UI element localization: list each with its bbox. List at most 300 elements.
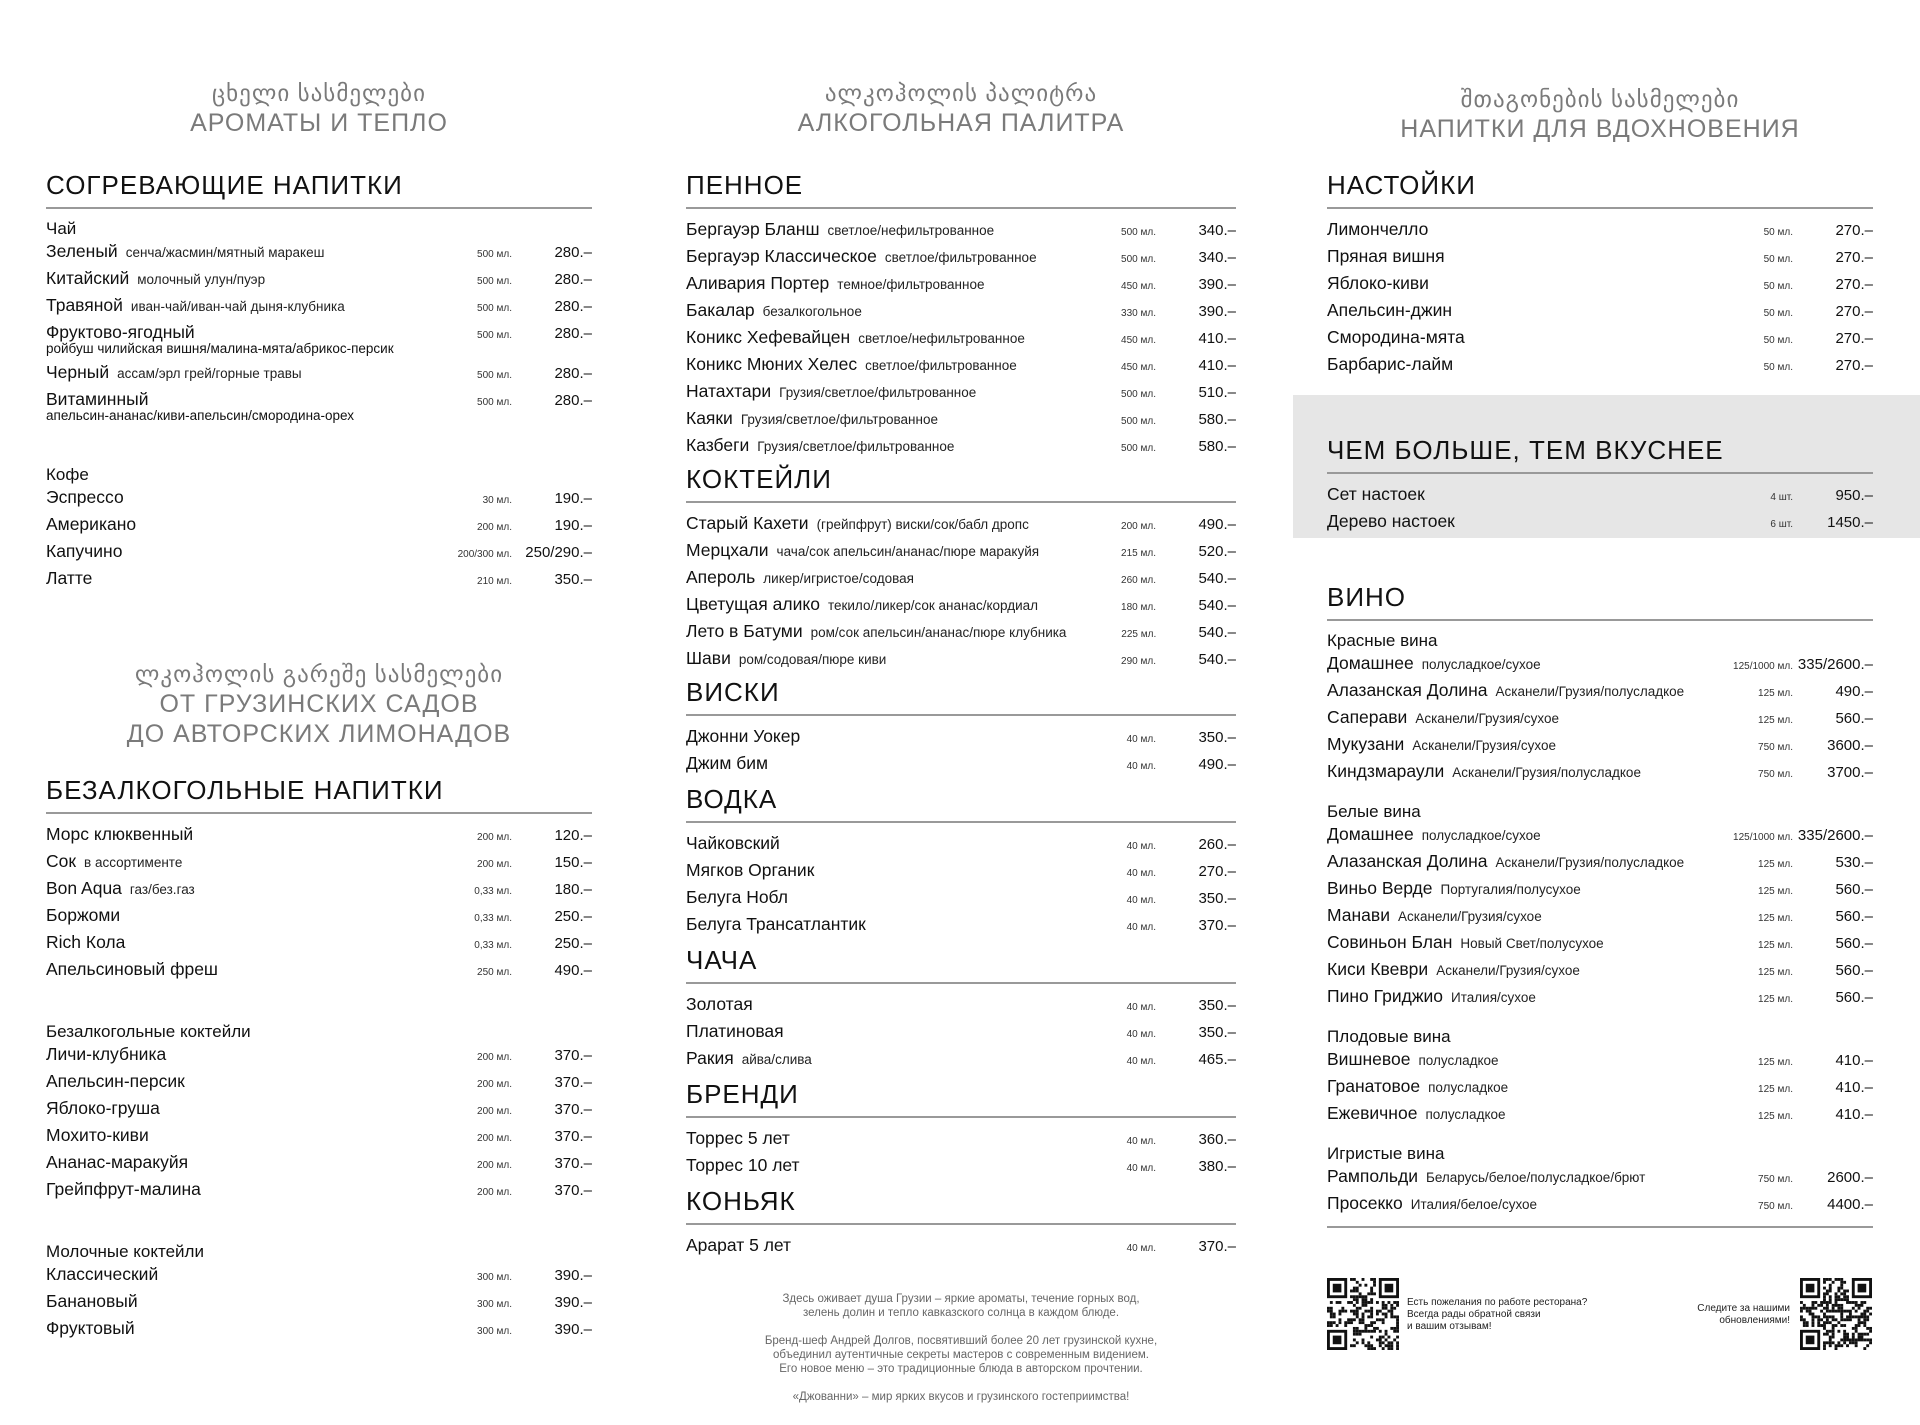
footer-line: Бренд-шеф Андрей Долгов, посвятивший более 20 лет грузинской кухне, xyxy=(764,1335,1158,1347)
item-name: Бергауэр Бланш xyxy=(686,219,820,239)
brandy-list xyxy=(686,1128,1236,1182)
item-description: иван-чай/иван-чай дыня-клубника xyxy=(130,299,345,314)
item-price: 560.– xyxy=(1835,962,1873,979)
heading-georgian: ლკოჰოლის გარეშე სასმელები xyxy=(134,661,504,687)
item-name: Rich Кола xyxy=(46,932,126,952)
item-name: Банановый xyxy=(46,1291,138,1311)
menu-item xyxy=(686,914,1236,941)
item-name: Джим бим xyxy=(686,753,769,773)
item-name: Bon Aqua xyxy=(46,878,122,898)
item-volume: 200 мл. xyxy=(477,1052,512,1063)
menu-item xyxy=(1327,1103,1873,1130)
chacha-list xyxy=(686,994,1236,1075)
item-price: 270.– xyxy=(1835,330,1873,347)
item-name: Белуга Нобл xyxy=(686,887,789,907)
menu-item xyxy=(46,268,592,295)
item-volume: 500 мл. xyxy=(1121,254,1156,265)
item-volume: 125 мл. xyxy=(1758,1084,1793,1095)
menu-item xyxy=(46,1152,592,1179)
item-volume: 200 мл. xyxy=(477,859,512,870)
item-price: 190.– xyxy=(554,517,592,534)
item-name: Смородина-мята xyxy=(1327,327,1465,347)
item-description: Асканели/Грузия/полусладкое xyxy=(1495,855,1685,870)
item-volume: 4 шт. xyxy=(1770,492,1793,503)
social-qr-code[interactable] xyxy=(1800,1278,1872,1350)
menu-item xyxy=(686,594,1236,621)
subheading-tea: Чай xyxy=(46,219,77,238)
menu-item xyxy=(46,241,592,268)
item-description: сенча/жасмин/мятный маракеш xyxy=(125,245,325,260)
item-price: 370.– xyxy=(554,1047,592,1064)
item-name: Алазанская Долина xyxy=(1327,851,1488,871)
item-price: 250.– xyxy=(554,908,592,925)
item-volume: 500 мл. xyxy=(1121,227,1156,238)
item-name: Апельсиновый фреш xyxy=(46,959,218,979)
item-price: 250/290.– xyxy=(525,544,592,561)
item-price: 150.– xyxy=(554,854,592,871)
tincture-list xyxy=(1327,219,1873,381)
footer-line: объединил аутентичные секреты мастеров с современным видением. xyxy=(773,1349,1149,1361)
item-volume: 750 мл. xyxy=(1758,1174,1793,1185)
item-description: светлое/фильтрованное xyxy=(865,358,1017,373)
menu-item xyxy=(1327,219,1873,246)
item-name: Китайский xyxy=(46,268,130,288)
item-name: Дерево настоек xyxy=(1327,511,1455,531)
item-volume: 40 мл. xyxy=(1126,1243,1156,1254)
menu-item xyxy=(686,540,1236,567)
divider xyxy=(1327,1226,1873,1228)
item-price: 560.– xyxy=(1835,710,1873,727)
item-description: Асканели/Грузия/сухое xyxy=(1412,738,1557,753)
menu-item xyxy=(46,295,592,322)
item-volume: 500 мл. xyxy=(477,330,512,341)
item-volume: 260 мл. xyxy=(1121,575,1156,586)
item-price: 1450.– xyxy=(1827,514,1873,531)
menu-item xyxy=(1327,1193,1873,1220)
item-description: Асканели/Грузия/сухое xyxy=(1436,963,1580,978)
item-volume: 40 мл. xyxy=(1126,1029,1156,1040)
item-volume: 50 мл. xyxy=(1763,227,1793,238)
section-heading xyxy=(46,78,592,138)
sets-list xyxy=(1327,484,1873,538)
item-volume: 200 мл. xyxy=(477,1187,512,1198)
coffee-list xyxy=(46,487,592,595)
tea-list xyxy=(46,241,592,429)
item-name: Каяки xyxy=(686,408,733,428)
item-volume: 40 мл. xyxy=(1126,1056,1156,1067)
item-description: газ/без.газ xyxy=(129,882,195,897)
item-volume: 40 мл. xyxy=(1126,895,1156,906)
menu-item xyxy=(686,327,1236,354)
item-volume: 125/1000 мл. xyxy=(1733,832,1793,843)
item-price: 370.– xyxy=(1198,1238,1236,1255)
item-volume: 200/300 мл. xyxy=(457,549,512,560)
item-name: Рампольди xyxy=(1327,1166,1418,1186)
item-name: Мохито-киви xyxy=(46,1125,149,1145)
item-price: 490.– xyxy=(1198,756,1236,773)
item-volume: 290 мл. xyxy=(1121,656,1156,667)
item-price: 120.– xyxy=(554,827,592,844)
item-price: 190.– xyxy=(554,490,592,507)
item-volume: 125 мл. xyxy=(1758,715,1793,726)
item-volume: 50 мл. xyxy=(1763,254,1793,265)
item-price: 280.– xyxy=(554,365,592,382)
menu-item xyxy=(686,1155,1236,1182)
item-description: молочный улун/пуэр xyxy=(137,272,266,287)
caption-line: Есть пожелания по работе ресторана? xyxy=(1407,1297,1588,1308)
item-price: 270.– xyxy=(1835,249,1873,266)
menu-item xyxy=(686,621,1236,648)
menu-item xyxy=(1327,246,1873,273)
menu-item xyxy=(686,1048,1236,1075)
menu-item xyxy=(46,389,592,429)
footer-line: Его новое меню – это традиционные блюда в авторском прочтении. xyxy=(779,1363,1143,1375)
beer-list xyxy=(686,219,1236,462)
item-price: 390.– xyxy=(1198,303,1236,320)
menu-item xyxy=(686,300,1236,327)
item-name: Гранатовое xyxy=(1327,1076,1421,1096)
item-volume: 125 мл. xyxy=(1758,688,1793,699)
item-price: 335/2600.– xyxy=(1797,656,1873,673)
qr-code-icon xyxy=(1800,1278,1872,1350)
caption-line: Следите за нашими xyxy=(1697,1303,1790,1314)
menu-item xyxy=(686,381,1236,408)
item-volume: 500 мл. xyxy=(1121,443,1156,454)
item-volume: 200 мл. xyxy=(477,1106,512,1117)
item-price: 410.– xyxy=(1198,330,1236,347)
item-name: Цветущая алико xyxy=(686,594,820,614)
item-name: Мягков Органик xyxy=(686,860,815,880)
menu-item xyxy=(46,1098,592,1125)
item-name: Лимончелло xyxy=(1327,219,1429,239)
menu-item xyxy=(46,1071,592,1098)
item-description: ройбуш чилийская вишня/малина-мята/абрикос-персик xyxy=(46,341,394,356)
menu-item xyxy=(46,824,592,851)
item-name: Белуга Трансатлантик xyxy=(686,914,866,934)
item-description: полусладкое/сухое xyxy=(1421,828,1541,843)
item-description: Италия/сухое xyxy=(1451,990,1536,1005)
menu-item xyxy=(686,1235,1236,1262)
item-name: Эспрессо xyxy=(46,487,124,507)
caption-line: обновлениями! xyxy=(1719,1315,1790,1326)
item-name: Домашнее xyxy=(1327,824,1414,844)
item-volume: 300 мл. xyxy=(477,1299,512,1310)
menu-item xyxy=(686,860,1236,887)
item-volume: 200 мл. xyxy=(477,1133,512,1144)
item-name: Морс клюквенный xyxy=(46,824,194,844)
item-name: Апельсин-джин xyxy=(1327,300,1453,320)
item-name: Ананас-маракуйя xyxy=(46,1152,189,1172)
item-price: 490.– xyxy=(1198,516,1236,533)
item-name: Шави xyxy=(686,648,731,668)
item-price: 560.– xyxy=(1835,881,1873,898)
item-name: Коникс Мюних Хелес xyxy=(686,354,858,374)
section-title-chacha: ЧАЧА xyxy=(686,945,1236,984)
item-name: Виньо Верде xyxy=(1327,878,1433,898)
menu-item xyxy=(1327,851,1873,878)
item-volume: 125/1000 мл. xyxy=(1733,661,1793,672)
item-price: 410.– xyxy=(1835,1052,1873,1069)
item-name: Торрес 5 лет xyxy=(686,1128,790,1148)
heading-georgian: ალკოჰოლის პალიტრა xyxy=(824,80,1098,106)
menu-item xyxy=(1327,905,1873,932)
item-description: ром/содовая/пюре киви xyxy=(738,652,887,667)
item-price: 530.– xyxy=(1835,854,1873,871)
item-volume: 125 мл. xyxy=(1758,1057,1793,1068)
item-price: 560.– xyxy=(1835,989,1873,1006)
item-volume: 215 мл. xyxy=(1121,548,1156,559)
menu-item xyxy=(46,959,592,986)
item-volume: 750 мл. xyxy=(1758,742,1793,753)
item-price: 370.– xyxy=(554,1155,592,1172)
item-name: Манави xyxy=(1327,905,1390,925)
white-wine-list xyxy=(1327,824,1873,1013)
item-volume: 40 мл. xyxy=(1126,922,1156,933)
item-name: Сок xyxy=(46,851,77,871)
item-volume: 450 мл. xyxy=(1121,281,1156,292)
item-name: Латте xyxy=(46,568,93,588)
item-volume: 450 мл. xyxy=(1121,362,1156,373)
item-volume: 500 мл. xyxy=(477,276,512,287)
item-volume: 180 мл. xyxy=(1121,602,1156,613)
item-volume: 225 мл. xyxy=(1121,629,1157,640)
menu-item xyxy=(1327,1049,1873,1076)
item-price: 580.– xyxy=(1198,411,1236,428)
item-price: 350.– xyxy=(1198,1024,1236,1041)
item-volume: 330 мл. xyxy=(1121,308,1156,319)
heading-russian-line1: ОТ ГРУЗИНСКИХ САДОВ xyxy=(159,690,479,718)
item-name: Домашнее xyxy=(1327,653,1414,673)
menu-item xyxy=(46,1264,592,1291)
item-volume: 40 мл. xyxy=(1126,761,1156,772)
item-name: Мерцхали xyxy=(686,540,769,560)
item-price: 370.– xyxy=(554,1074,592,1091)
section-title-vodka: ВОДКА xyxy=(686,784,1236,823)
menu-item xyxy=(686,887,1236,914)
item-price: 340.– xyxy=(1198,222,1236,239)
item-description: Италия/белое/сухое xyxy=(1410,1197,1538,1212)
item-volume: 0,33 мл. xyxy=(474,913,512,924)
item-volume: 125 мл. xyxy=(1758,859,1793,870)
item-name: Американо xyxy=(46,514,137,534)
item-name: Аливария Портер xyxy=(686,273,830,293)
item-name: Алазанская Долина xyxy=(1327,680,1488,700)
subheading-fruit: Плодовые вина xyxy=(1327,1027,1451,1046)
item-volume: 500 мл. xyxy=(477,370,512,381)
item-price: 4400.– xyxy=(1827,1196,1873,1213)
cognac-list xyxy=(686,1235,1236,1262)
item-volume: 30 мл. xyxy=(482,495,512,506)
menu-item xyxy=(1327,511,1873,538)
item-name: Торрес 10 лет xyxy=(686,1155,800,1175)
item-name: Киндзмараули xyxy=(1327,761,1445,781)
item-name: Вишневое xyxy=(1327,1049,1411,1069)
subheading-coffee: Кофе xyxy=(46,465,89,484)
caption-line: Всегда рады обратной связи xyxy=(1407,1309,1541,1320)
section-heading xyxy=(686,78,1236,138)
item-price: 270.– xyxy=(1198,863,1236,880)
item-price: 490.– xyxy=(554,962,592,979)
item-name: Яблоко-груша xyxy=(46,1098,160,1118)
item-name: Натахтари xyxy=(686,381,772,401)
item-name: Апероль xyxy=(686,567,756,587)
feedback-qr-caption xyxy=(1407,1297,1637,1333)
item-volume: 200 мл. xyxy=(477,1079,512,1090)
menu-item xyxy=(1327,824,1873,851)
menu-item xyxy=(46,851,592,878)
item-description: чача/сок апельсин/ананас/пюре маракуйя xyxy=(776,544,1040,559)
item-name: Яблоко-киви xyxy=(1327,273,1429,293)
item-volume: 125 мл. xyxy=(1758,940,1793,951)
menu-item xyxy=(686,833,1236,860)
menu-item xyxy=(46,541,592,568)
whisky-list xyxy=(686,726,1236,780)
item-price: 370.– xyxy=(554,1182,592,1199)
item-volume: 500 мл. xyxy=(477,397,512,408)
item-name: Капучино xyxy=(46,541,123,561)
menu-item xyxy=(46,362,592,389)
item-price: 340.– xyxy=(1198,249,1236,266)
item-name: Травяной xyxy=(46,295,123,315)
heading-russian: НАПИТКИ ДЛЯ ВДОХНОВЕНИЯ xyxy=(1400,115,1800,143)
menu-item xyxy=(46,1318,592,1345)
item-description: Новый Свет/полусухое xyxy=(1460,936,1604,951)
menu-item xyxy=(1327,1076,1873,1103)
item-price: 280.– xyxy=(554,325,592,342)
item-price: 540.– xyxy=(1198,624,1236,641)
menu-item xyxy=(686,435,1236,462)
menu-item xyxy=(46,487,592,514)
item-price: 370.– xyxy=(554,1101,592,1118)
item-name: Боржоми xyxy=(46,905,121,925)
soft-cocktails-list xyxy=(46,1044,592,1206)
item-volume: 40 мл. xyxy=(1126,1163,1156,1174)
item-description: темное/фильтрованное xyxy=(837,277,985,292)
item-price: 390.– xyxy=(554,1294,592,1311)
footer-line: зелень долин и тепло кавказского солнца в каждом блюде. xyxy=(802,1307,1120,1319)
item-description: полусладкое xyxy=(1425,1107,1506,1122)
item-price: 350.– xyxy=(1198,890,1236,907)
item-volume: 500 мл. xyxy=(477,249,512,260)
menu-item xyxy=(1327,878,1873,905)
footer-text xyxy=(686,1292,1236,1404)
sparkling-wine-list xyxy=(1327,1166,1873,1220)
item-name: Барбарис-лайм xyxy=(1327,354,1454,374)
item-price: 560.– xyxy=(1835,935,1873,952)
item-description: Грузия/светлое/фильтрованное xyxy=(757,439,955,454)
milkshake-list xyxy=(46,1264,592,1345)
item-volume: 250 мл. xyxy=(477,967,512,978)
item-volume: 500 мл. xyxy=(477,303,512,314)
item-price: 2600.– xyxy=(1827,1169,1873,1186)
menu-item xyxy=(46,905,592,932)
item-name: Бергауэр Классическое xyxy=(686,246,877,266)
item-price: 3600.– xyxy=(1827,737,1873,754)
item-volume: 50 мл. xyxy=(1763,281,1793,292)
heading-georgian: ცხელი სასმელები xyxy=(212,80,426,106)
menu-item xyxy=(1327,959,1873,986)
section-title-cognac: КОНЬЯК xyxy=(686,1186,1236,1225)
item-description: Асканели/Грузия/сухое xyxy=(1415,711,1560,726)
section-title-whisky: ВИСКИ xyxy=(686,677,1236,716)
item-price: 465.– xyxy=(1198,1051,1236,1068)
menu-item xyxy=(1327,986,1873,1013)
menu-item xyxy=(1327,653,1873,680)
item-volume: 200 мл. xyxy=(1121,521,1156,532)
feedback-qr-code[interactable] xyxy=(1327,1278,1399,1350)
item-volume: 40 мл. xyxy=(1126,1002,1156,1013)
item-volume: 210 мл. xyxy=(477,576,512,587)
item-name: Фруктово-ягодный xyxy=(46,322,195,342)
item-name: Совиньон Блан xyxy=(1327,932,1453,952)
item-name: Пряная вишня xyxy=(1327,246,1445,266)
item-volume: 40 мл. xyxy=(1126,1136,1156,1147)
item-price: 380.– xyxy=(1198,1158,1236,1175)
menu-item xyxy=(686,994,1236,1021)
item-description: айва/слива xyxy=(741,1052,812,1067)
item-description: в ассортименте xyxy=(84,855,183,870)
item-volume: 50 мл. xyxy=(1763,335,1793,346)
item-price: 390.– xyxy=(554,1321,592,1338)
item-price: 350.– xyxy=(1198,997,1236,1014)
item-price: 3700.– xyxy=(1827,764,1873,781)
item-volume: 50 мл. xyxy=(1763,308,1793,319)
qr-code-icon xyxy=(1327,1278,1399,1350)
item-price: 510.– xyxy=(1198,384,1236,401)
vodka-list xyxy=(686,833,1236,941)
item-description: ассам/эрл грей/горные травы xyxy=(117,366,302,381)
item-name: Апельсин-персик xyxy=(46,1071,185,1091)
fruit-wine-list xyxy=(1327,1049,1873,1130)
menu-item xyxy=(1327,680,1873,707)
item-name: Джонни Уокер xyxy=(686,726,801,746)
footer-line: «Джованни» – мир ярких вкусов и грузинского гостеприимства! xyxy=(792,1391,1130,1403)
item-description: светлое/нефильтрованное xyxy=(827,223,995,238)
menu-item xyxy=(1327,707,1873,734)
subheading-sparkling: Игристые вина xyxy=(1327,1144,1445,1163)
item-name: Лето в Батуми xyxy=(686,621,803,641)
menu-item xyxy=(1327,273,1873,300)
item-name: Витаминный xyxy=(46,389,149,409)
item-volume: 200 мл. xyxy=(477,832,512,843)
item-volume: 200 мл. xyxy=(477,522,512,533)
item-price: 560.– xyxy=(1835,908,1873,925)
subheading-red: Красные вина xyxy=(1327,631,1438,650)
item-description: Грузия/светлое/фильтрованное xyxy=(740,412,938,427)
item-volume: 40 мл. xyxy=(1126,734,1156,745)
menu-item xyxy=(46,322,592,362)
item-description: Беларусь/белое/полусладкое/брют xyxy=(1426,1170,1646,1185)
item-price: 390.– xyxy=(554,1267,592,1284)
item-price: 280.– xyxy=(554,298,592,315)
item-name: Старый Кахети xyxy=(686,513,809,533)
item-price: 580.– xyxy=(1198,438,1236,455)
item-name: Зеленый xyxy=(46,241,118,261)
item-price: 520.– xyxy=(1198,543,1236,560)
social-qr-caption xyxy=(1650,1303,1790,1327)
item-description: (грейпфрут) виски/сок/бабл дропс xyxy=(816,517,1029,532)
item-description: апельсин-ананас/киви-апельсин/смородина-орех xyxy=(46,408,355,423)
item-name: Фруктовый xyxy=(46,1318,135,1338)
menu-item xyxy=(46,1044,592,1071)
menu-item xyxy=(46,1179,592,1206)
item-price: 335/2600.– xyxy=(1797,827,1873,844)
item-name: Арарат 5 лет xyxy=(686,1235,792,1255)
item-price: 270.– xyxy=(1835,357,1873,374)
section-title-warm: СОГРЕВАЮЩИЕ НАПИТКИ xyxy=(46,170,592,209)
menu-item xyxy=(686,567,1236,594)
menu-item xyxy=(1327,327,1873,354)
